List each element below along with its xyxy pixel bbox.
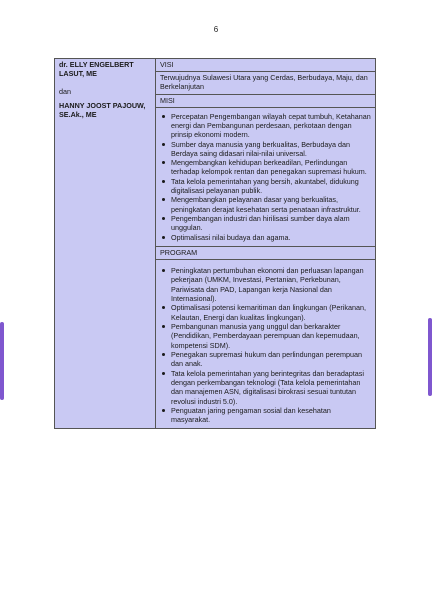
program-cell bbox=[156, 260, 376, 429]
program-item: Penegakan supremasi hukum dan perlindungan perempuan dan anak. bbox=[160, 350, 371, 368]
program-heading: PROGRAM bbox=[156, 246, 376, 259]
program-item: Tata kelola pemerintahan yang berintegritas dan beradaptasi dengan perkembangan teknologi (Tata kelola pemerintahan dan manajemen ASN, digitalisasi birokrasi sesuai tuntutan revolusi industri 5.0). bbox=[160, 369, 371, 406]
left-scroll-handle[interactable] bbox=[0, 322, 4, 400]
vision-mission-table bbox=[54, 58, 376, 429]
candidate-connector: dan bbox=[59, 87, 71, 97]
program-item: Penguatan jaring pengaman sosial dan kesehatan masyarakat. bbox=[160, 406, 371, 424]
page-number: 6 bbox=[213, 25, 219, 34]
misi-heading: MISI bbox=[156, 94, 376, 107]
misi-list bbox=[160, 109, 371, 244]
right-scroll-handle[interactable] bbox=[428, 318, 432, 396]
candidate-cell bbox=[55, 59, 156, 429]
misi-item: Tata kelola pemerintahan yang bersih, akuntabel, didukung digitalisasi pelayanan publik. bbox=[160, 177, 371, 195]
candidate-first-name: dr. ELLY ENGELBERT LASUT, ME bbox=[59, 60, 134, 79]
program-item: Pembangunan manusia yang unggul dan berkarakter (Pendidikan, Pemberdayaan perempuan dan kepemudaan, kompetensi SDM). bbox=[160, 322, 371, 350]
program-item: Peningkatan pertumbuhan ekonomi dan perluasan lapangan pekerjaan (UMKM, Investasi, Pertanian, Perkebunan, Pariwisata dan PAD, Lapangan kerja Nasional dan Internasional). bbox=[160, 266, 371, 303]
visi-text: Terwujudnya Sulawesi Utara yang Cerdas, Berbudaya, Maju, dan Berkelanjutan bbox=[156, 72, 376, 94]
misi-item: Mengembangkan kehidupan berkeadilan, Perlindungan terhadap kelompok rentan dan penegakan supremasi hukum. bbox=[160, 158, 371, 176]
program-item: Optimalisasi potensi kemaritiman dan lingkungan (Perikanan, Kelautan, Energi dan kualitas lingkungan). bbox=[160, 303, 371, 321]
visi-heading: VISI bbox=[156, 59, 376, 72]
misi-item: Optimalisasi nilai budaya dan agama. bbox=[160, 233, 371, 242]
misi-item: Mengembangkan pelayanan dasar yang berkualitas, peningkatan derajat kesehatan serta penataan infrastruktur. bbox=[160, 195, 371, 213]
misi-item: Pengembangan industri dan hirilisasi sumber daya alam unggulan. bbox=[160, 214, 371, 232]
misi-item: Sumber daya manusia yang berkualitas, Berbudaya dan Berdaya saing didasari nilai-nilai universal. bbox=[160, 140, 371, 158]
program-list bbox=[160, 261, 371, 426]
candidate-second-name: HANNY JOOST PAJOUW, SE.Ak., ME bbox=[59, 100, 146, 119]
misi-cell bbox=[156, 107, 376, 246]
misi-item: Percepatan Pengembangan wilayah cepat tumbuh, Ketahanan energi dan Pembangunan perdesaan, perkotaan dengan prinsip ekonomi modern. bbox=[160, 112, 371, 140]
